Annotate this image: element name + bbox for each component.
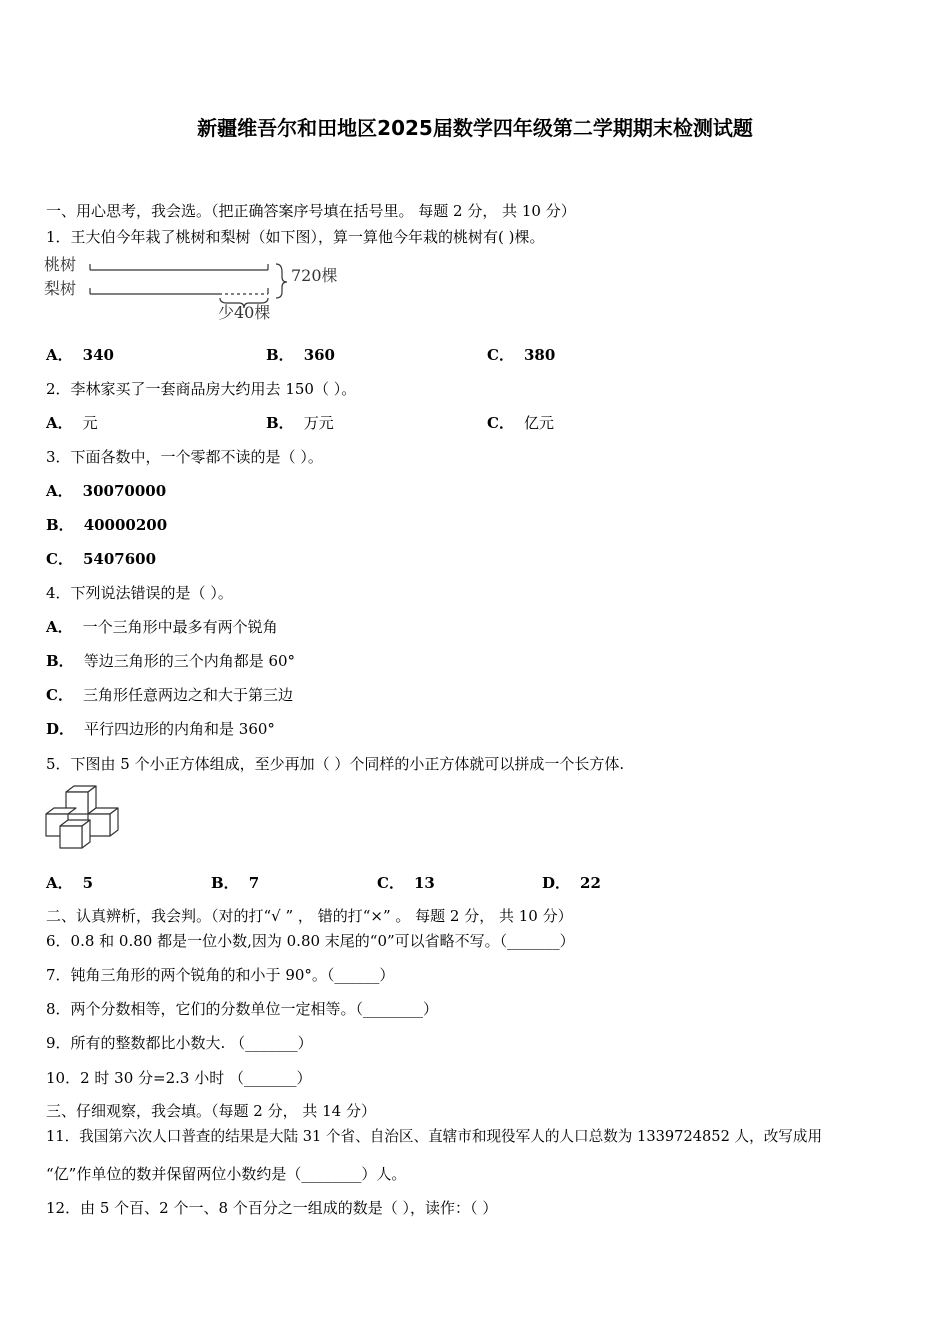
q5-option-a: A． 5	[46, 874, 94, 892]
q5-option-b: B． 7	[211, 874, 260, 892]
q4-option-c: C． 三角形任意两边之和大于第三边	[46, 686, 293, 704]
q3-option-a: A． 30070000	[46, 482, 167, 500]
question-6-text: 6．0.8 和 0.80 都是一位小数,因为 0.80 末尾的“0”可以省略不写。（_______）	[46, 932, 575, 950]
q1-option-b: B． 360	[266, 346, 335, 364]
q2-option-b: B． 万元	[266, 414, 334, 432]
q5-option-d: D． 22	[542, 874, 601, 892]
question-3-text: 3．下面各数中，一个零都不读的是（ ）。	[46, 448, 323, 466]
question-10-text: 10．2 时 30 分=2.3 小时 （_______）	[46, 1069, 312, 1087]
q4-option-b: B． 等边三角形的三个内角都是 60°	[46, 652, 296, 670]
question-11-line-2: “亿”作单位的数并保留两位小数约是（________）人。	[46, 1165, 407, 1183]
question-8-text: 8．两个分数相等，它们的分数单位一定相等。（________）	[46, 1000, 439, 1018]
question-5-text: 5．下图由 5 个小正方体组成，至少再加（ ）个同样的小正方体就可以拼成一个长方体.	[46, 755, 625, 773]
peach-label: 桃树	[44, 255, 77, 274]
page-title: 新疆维吾尔和田地区2025届数学四年级第二学期期末检测试题	[197, 116, 753, 140]
peach-pear-diagram	[44, 252, 364, 328]
question-2-text: 2．李林家买了一套商品房大约用去 150（ ）。	[46, 380, 357, 398]
q4-option-d: D． 平行四边形的内角和是 360°	[46, 720, 275, 738]
q2-option-c: C． 亿元	[487, 414, 554, 432]
q3-option-b: B． 40000200	[46, 516, 168, 534]
question-4-text: 4．下列说法错误的是（ ）。	[46, 584, 233, 602]
question-1-text: 1．王大伯今年栽了桃树和梨树（如下图），算一算他今年栽的桃树有( )棵。	[46, 228, 545, 246]
q2-option-a: A． 元	[46, 414, 98, 432]
q5-option-c: C． 13	[377, 874, 435, 892]
q4-option-a: A． 一个三角形中最多有两个锐角	[46, 618, 278, 636]
less-label: 少40棵	[218, 303, 271, 322]
section-3-heading: 三、仔细观察，我会填。（每题 2 分， 共 14 分）	[46, 1102, 376, 1120]
total-label: 720棵	[291, 266, 338, 285]
q1-option-c: C． 380	[487, 346, 556, 364]
question-12-text: 12．由 5 个百、2 个一、8 个百分之一组成的数是（ ），读作：（ ）	[46, 1199, 498, 1217]
q1-option-a: A． 340	[46, 346, 114, 364]
section-2-heading: 二、认真辨析，我会判。（对的打“√ ” ， 错的打“×” 。 每题 2 分， 共 10 分）	[46, 907, 573, 925]
cubes-figure	[44, 784, 124, 850]
q3-option-c: C． 5407600	[46, 550, 157, 568]
question-11-line-1: 11．我国第六次人口普查的结果是大陆 31 个省、自治区、直辖市和现役军人的人口总数为 1339724852 人，改写成用	[46, 1128, 823, 1145]
question-9-text: 9．所有的整数都比小数大. （_______）	[46, 1034, 313, 1052]
question-7-text: 7．钝角三角形的两个锐角的和小于 90°。（______）	[46, 966, 395, 984]
pear-label: 梨树	[44, 279, 77, 298]
section-1-heading: 一、用心思考，我会选。（把正确答案序号填在括号里。 每题 2 分， 共 10 分）	[46, 202, 576, 220]
